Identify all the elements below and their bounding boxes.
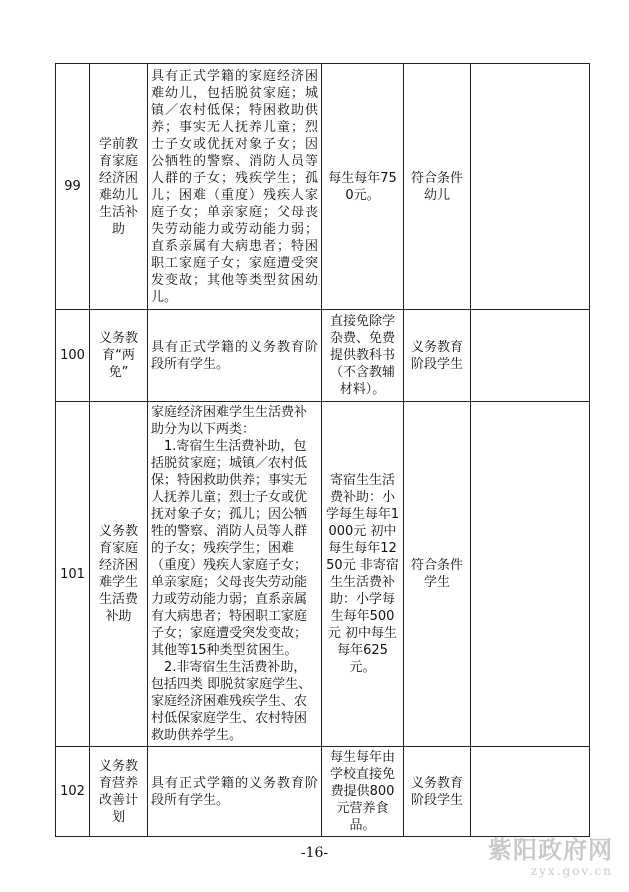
row-number: 102 [56,747,90,837]
target-group: 义务教育阶段学生 [404,310,471,402]
row-number: 100 [56,310,90,402]
table-row [56,747,590,837]
site-watermark [488,836,613,878]
item-name: 学前教育家庭经济困难幼儿生活补助 [90,64,148,310]
table-row [56,64,590,310]
page-number: -16- [300,845,329,861]
subsidy-standard: 每生每年由学校直接免费提供800元营养食品。 [322,747,404,837]
item-name: 义务教育“两免” [90,310,148,402]
target-group: 义务教育阶段学生 [404,747,471,837]
subsidy-object: 家庭经济困难学生生活费补助分为以下两类： 1.寄宿生生活费补助，包括脱贫家庭；城镇／农村低保；特困救助供养；事实无人抚养儿童；烈士子女或优抚对象子女；孤儿；因公牺牲的警察、消防人员等人群的子女；残疾学生；困难（重度）残疾人家庭子女；单亲家庭；父母丧失劳动能力或劳动能力弱；直系亲属有大病患者；特困职工家庭子女；家庭遭受突发变故；其他等15种类型贫困生。 2.非寄宿生生活费补助，包括四类 即脱贫家庭学生、家庭经济困难残疾学生、农村低保家庭学生、农村特困救助供养学生。 [151,405,312,743]
target-group: 符合条件学生 [404,402,471,747]
table-row [56,310,590,402]
subsidy-standard: 寄宿生生活费补助：小学每生每年1000元 初中每生每年1250元 非寄宿生生活费补助：小学每生每年500元 初中每生每年625元。 [322,402,404,747]
row-number: 99 [56,64,90,310]
row-number: 101 [56,402,90,747]
subsidy-object: 具有正式学籍的义务教育阶段所有学生。 [151,339,318,372]
remarks-cell [471,747,590,837]
subsidy-table [55,63,590,837]
subsidy-standard: 每生每年750元。 [322,64,404,310]
subsidy-object: 具有正式学籍的家庭经济困难幼儿，包括脱贫家庭；城镇／农村低保；特困救助供养；事实无人抚养儿童；烈士子女或优抚对象子女；因公牺牲的警察、消防人员等人群的子女；残疾学生；孤儿；困难（重度）残疾人家庭子女；单亲家庭；父母丧失劳动能力或劳动能力弱；直系亲属有大病患者；特困职工家庭子女；家庭遭受突发变故；其他等类型贫困幼儿。 [151,68,318,305]
watermark-url: zyx.gov.cn [530,864,613,878]
table-row [56,402,590,747]
remarks-cell [471,64,590,310]
item-name: 义务教育营养改善计划 [90,747,148,837]
watermark-title: 紫阳政府网 [488,836,613,864]
target-group: 符合条件幼儿 [404,64,471,310]
remarks-cell [471,310,590,402]
subsidy-object: 具有正式学籍的义务教育阶段所有学生。 [151,775,318,808]
remarks-cell [471,402,590,747]
item-name: 义务教育家庭经济困难学生生活费补助 [90,402,148,747]
subsidy-standard: 直接免除学杂费、免费提供教科书（不含教辅材料）。 [322,310,404,402]
